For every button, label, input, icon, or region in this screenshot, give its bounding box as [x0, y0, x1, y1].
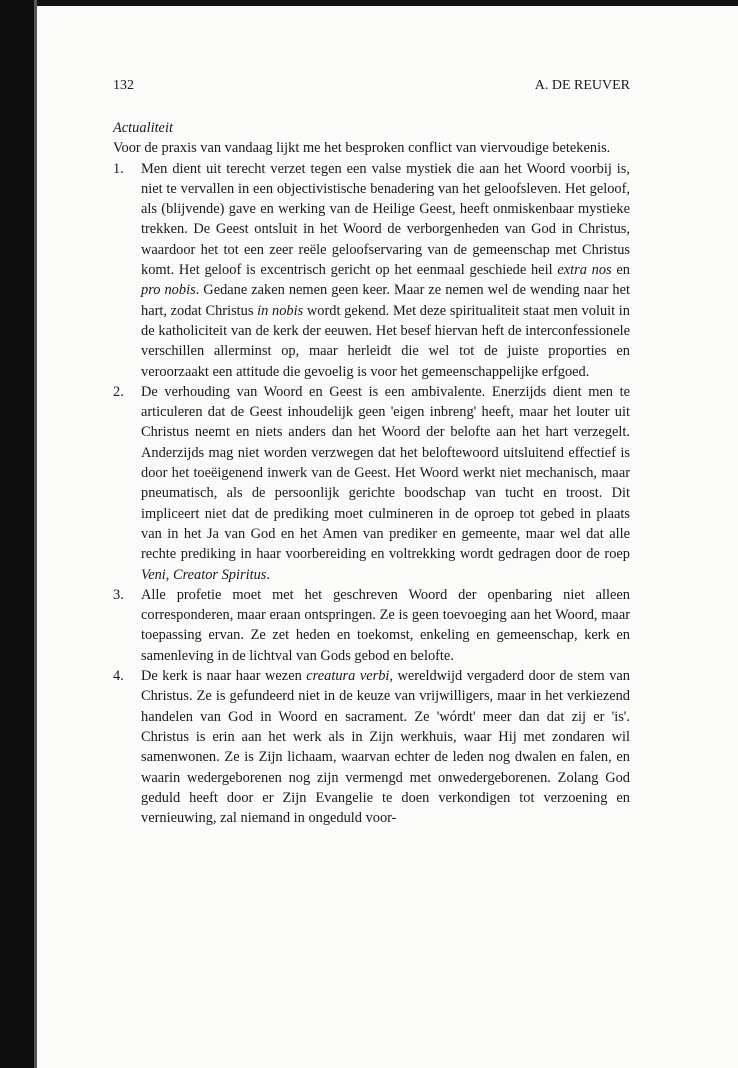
running-head	[113, 78, 630, 98]
text-run: wereldwijd vergaderd door de stem van Christus. Ze is gefundeerd niet in de keuze van vrijwilligers, maar in het verkiezend handelen van God in Woord en sacrament. Ze 'wórdt' meer dan dat zij er 'is'. Christus is erin aan het werk als in Zijn werkhuis, waar Hij met zondaren wil samenwonen. Ze is Zijn lichaam, waarvan echter de leden nog dwalen en falen, en waarin wedergeborenen nog zijn vermengd met onwedergeborenen. Zolang God geduld heeft door er Zijn Evangelie te doen verkondigen tot verzoening en vernieuwing, zal niemand in ongeduld voor-	[141, 668, 630, 827]
list-item-number: 3.	[113, 586, 124, 603]
scan-left-border	[0, 0, 34, 1068]
list-item-number: 1.	[113, 160, 124, 177]
list-item	[113, 666, 630, 828]
list-item-text	[141, 382, 630, 585]
text-run: . Gedane zaken nemen geen keer. Maar ze nemen wel de wending naar het hart, zodat Christus	[141, 282, 630, 319]
list-item	[113, 159, 630, 382]
italic-term: in nobis	[257, 302, 304, 319]
running-head-author: A. DE REUVER	[534, 78, 630, 93]
text-run: Alle profetie moet met het geschreven Woord der openbaring niet alleen corresponderen, maar eraan ontspringen. Ze is geen toevoeging aan het Woord, maar toepassing ervan. Ze zet heden en toekomst, enkeling en gemeenschap, kerk en samenleving in de lichtval van Gods gebod en belofte.	[141, 586, 630, 664]
text-run: .	[266, 566, 270, 583]
text-run: en	[611, 262, 630, 279]
italic-term: creatura verbi,	[306, 668, 393, 685]
list-item	[113, 382, 630, 585]
list-item	[113, 585, 630, 666]
list-item-text	[141, 666, 630, 828]
list-item-number: 2.	[113, 383, 124, 400]
numbered-list	[113, 159, 630, 829]
text-run: De kerk is naar haar wezen	[141, 668, 307, 685]
list-item-number: 4.	[113, 668, 124, 685]
italic-term: pro nobis	[141, 282, 196, 299]
intro-paragraph: Voor de praxis van vandaag lijkt me het besproken conflict van viervoudige betekenis.	[113, 140, 611, 157]
text-run: De verhouding van Woord en Geest is een ambivalente. Enerzijds dient men te articuleren dat de Geest inhoudelijk geen 'eigen inbreng' heeft, maar het louter uit Christus neemt en niets anders dan het Woord der belofte aan het hart verzegelt. Anderzijds mag niet worden verzwegen dat het beloftewoord uitsluitend effectief is door het toeëigenend inwerk van de Geest. Het Woord werkt niet mechanisch, maar pneumatisch, als de persoonlijk gerichte boodschap van tucht en troost. Dit impliceert niet dat de prediking moet culmineren in de oproep tot gebed in plaats van in het Ja van God en het Amen van prediker en gemeente, maar wel dat alle rechte prediking in haar voorbereiding en voltrekking wordt gedragen door de roep	[141, 383, 630, 563]
page-number: 132	[113, 78, 134, 93]
list-item-text	[141, 159, 630, 382]
list-item-text	[141, 585, 630, 666]
italic-term: extra nos	[557, 262, 612, 279]
section-title: Actualiteit	[113, 120, 173, 136]
body-text	[113, 118, 630, 828]
italic-term: Veni, Creator Spiritus	[141, 566, 267, 583]
text-run: wordt gekend. Met deze spiritualiteit staat men voluit in de katholiciteit van de kerk der eeuwen. Het besef hiervan heft de interconfessionele verschillen allerminst op, maar herleidt die wel tot de juiste proporties en veroorzaakt een attitude die gevoelig is voor het gemeenschappelijke erfgoed.	[141, 302, 631, 380]
text-run: Men dient uit terecht verzet tegen een valse mystiek die aan het Woord voorbij is, niet te vervallen in een objectivistische benadering van het geloofsleven. Het geloof, als (blijvende) gave en werking van de Heilige Geest, heeft onmiskenbaar mystieke trekken. De Geest ontsluit in het Woord de verborgenheden van God in Christus, waardoor het tot een zeer reële geloofservaring van de gemeenschap met Christus komt. Het geloof is excentrisch gericht op het eenmaal geschiede heil	[141, 160, 630, 279]
